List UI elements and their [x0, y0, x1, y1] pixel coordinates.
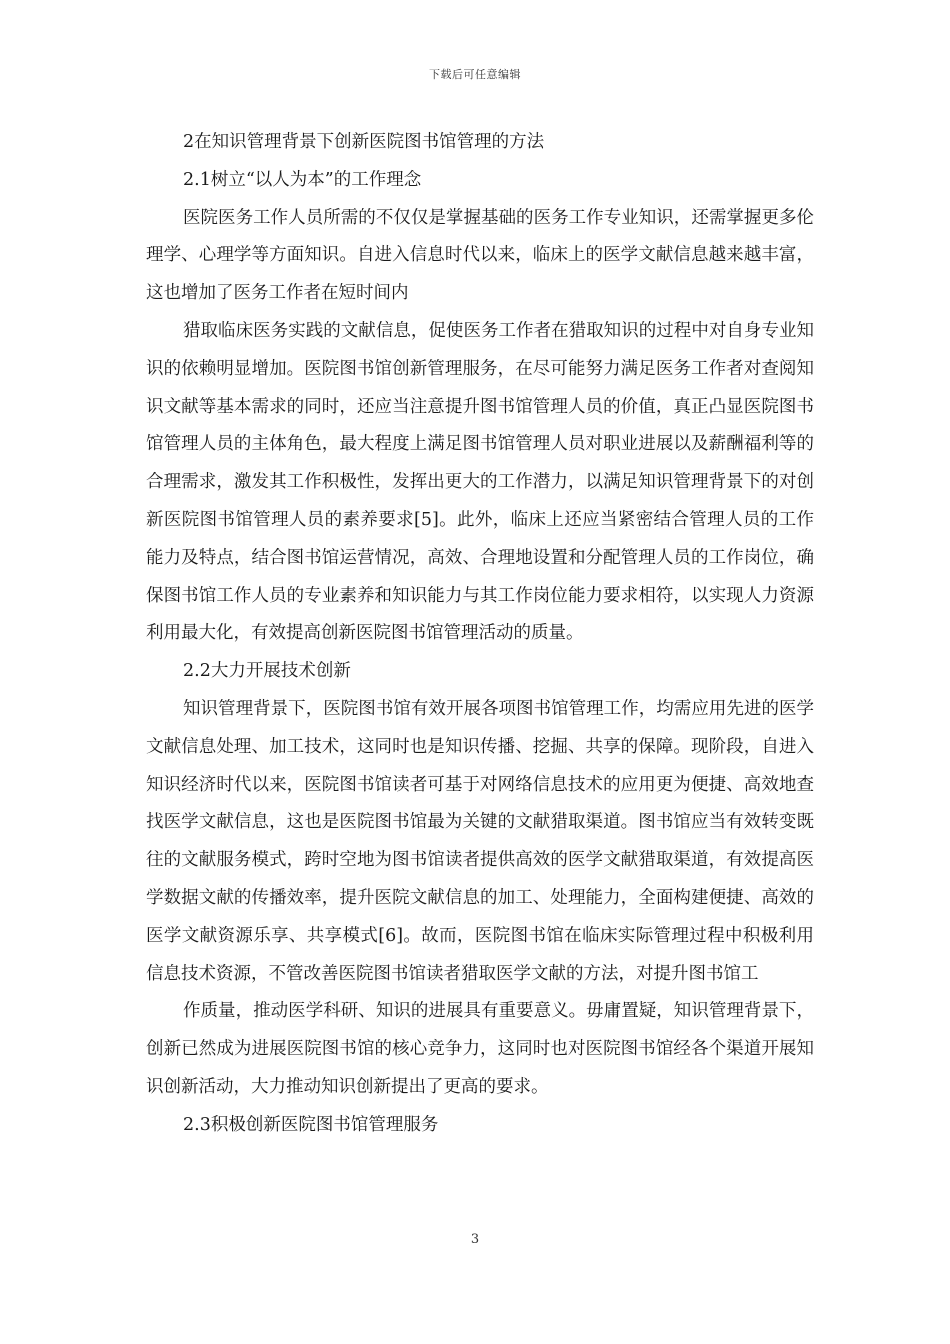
section-heading-2: 2在知识管理背景下创新医院图书馆管理的方法: [183, 132, 545, 152]
page-header: 下载后可任意编辑: [429, 68, 521, 81]
paragraph: 作质量，推动医学科研、知识的进展具有重要意义。毋庸置疑，知识管理背景下，创新已然成为进展医院图书馆的核心竞争力，这同时也对医院图书馆经各个渠道开展知识创新活动，大力推动知识创新提出了更高的要求。: [146, 1001, 814, 1097]
paragraph: 医院医务工作人员所需的不仅仅是掌握基础的医务工作专业知识，还需掌握更多伦理学、心理学等方面知识。自进入信息时代以来，临床上的医学文献信息越来越丰富，这也增加了医务工作者在短时间内: [146, 207, 814, 304]
section-heading-2-2: 2.2大力开展技术创新: [183, 661, 351, 682]
paragraph: 猎取临床医务实践的文献信息，促使医务工作者在猎取知识的过程中对自身专业知识的依赖明显增加。医院图书馆创新管理服务，在尽可能努力满足医务工作者对查阅知识文献等基本需求的同时，还应当注意提升图书馆管理人员的价值，真正凸显医院图书馆管理人员的主体角色，最大程度上满足图书馆管理人员对职业进展以及薪酬福利等的合理需求，激发其工作积极性，发挥出更大的工作潜力，以满足知识管理背景下的对创新医院图书馆管理人员的素养要求[5]。此外，临床上还应当紧密结合管理人员的工作能力及特点，结合图书馆运营情况，高效、合理地设置和分配管理人员的工作岗位，确保图书馆工作人员的专业素养和知识能力与其工作岗位能力要求相符，以实现人力资源利用最大化，有效提高创新医院图书馆管理活动的质量。: [146, 320, 814, 644]
page-number: 3: [470, 1232, 480, 1247]
section-heading-2-3: 2.3积极创新医院图书馆管理服务: [183, 1114, 439, 1135]
document-body: [146, 124, 814, 1145]
section-heading-2-1: 2.1树立“以人为本”的工作理念: [183, 169, 422, 190]
paragraph: 知识管理背景下，医院图书馆有效开展各项图书馆管理工作，均需应用先进的医学文献信息处理、加工技术，这同时也是知识传播、挖掘、共享的保障。现阶段，自进入知识经济时代以来，医院图书馆读者可基于对网络信息技术的应用更为便捷、高效地查找医学文献信息，这也是医院图书馆最为关键的文献猎取渠道。图书馆应当有效转变既往的文献服务模式，跨时空地为图书馆读者提供高效的医学文献猎取渠道，有效提高医学数据文献的传播效率，提升医院文献信息的加工、处理能力，全面构建便捷、高效的医学文献资源乐享、共享模式[6]。故而，医院图书馆在临床实际管理过程中积极利用信息技术资源，不管改善医院图书馆读者猎取医学文献的方法，对提升图书馆工: [146, 698, 814, 984]
